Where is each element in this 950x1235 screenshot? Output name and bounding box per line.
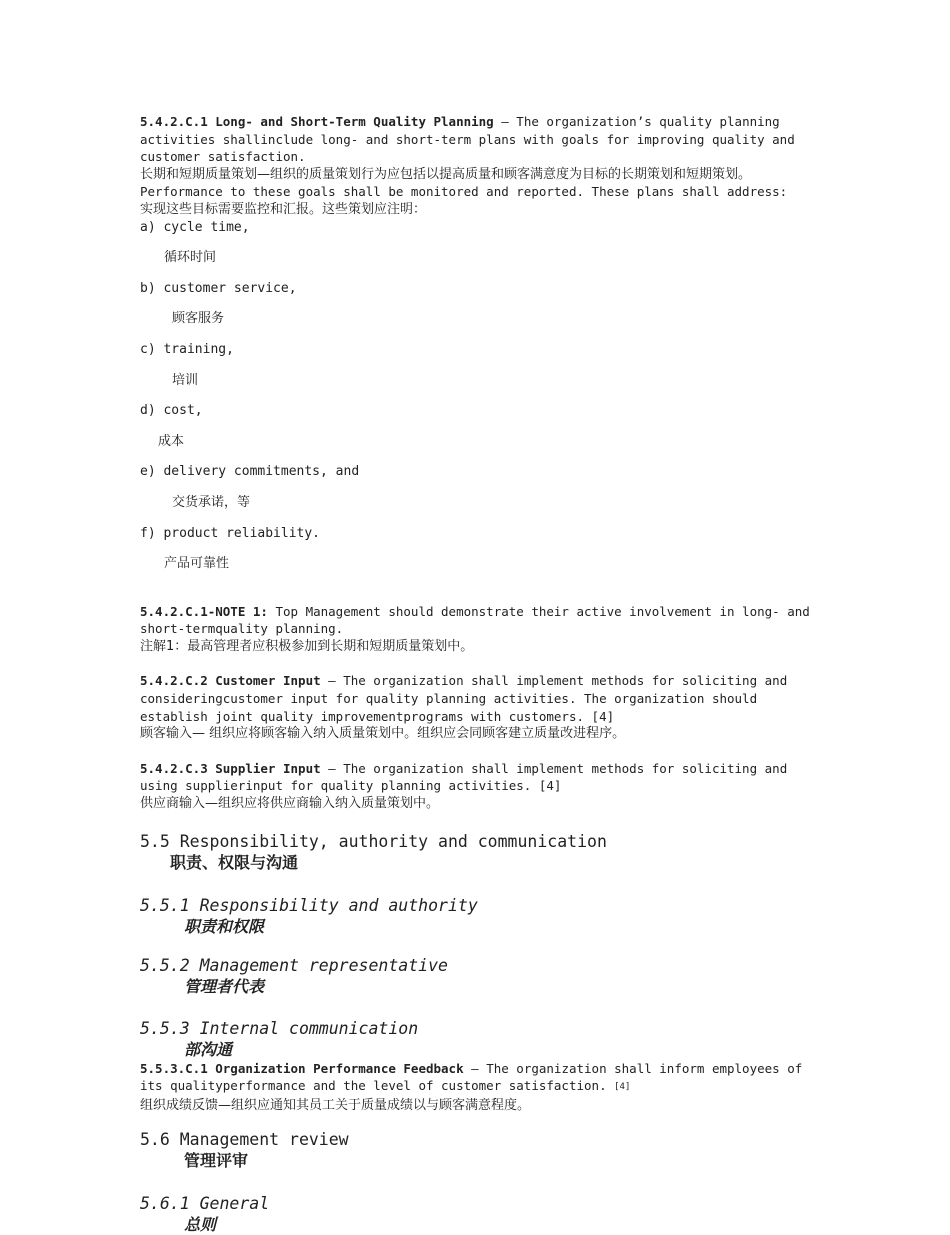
heading-5-5-1: 5.5.1 Responsibility and authority bbox=[140, 895, 478, 915]
section-5422c1 bbox=[140, 113, 820, 166]
note-1 bbox=[140, 603, 820, 638]
section-heading: 5.4.2.C.3 Supplier Input bbox=[140, 760, 321, 776]
heading-5-5-3: 5.5.3 Internal communication bbox=[140, 1018, 419, 1038]
heading-5-6: 5.6 Management review bbox=[140, 1130, 349, 1150]
list-item-zh: 循环时间 bbox=[164, 250, 217, 266]
section-body: The organization shall implement methods for soliciting and consideringcustomer input for quality planning activities. The organization should establish joint quality improvementprograms with customers. [4] bbox=[140, 673, 795, 724]
section-body-zh: 组织成绩反馈—组织应通知其员工关于质量成绩以与顾客满意程度。 bbox=[140, 1097, 531, 1113]
list-item-zh: 顾客服务 bbox=[172, 311, 225, 327]
list-item-zh: 成本 bbox=[158, 433, 185, 449]
heading-5-5-3-zh: 部沟通 bbox=[184, 1039, 233, 1059]
heading-5-6-zh: 管理评审 bbox=[184, 1151, 249, 1171]
section-body: The organization’s quality planning activities shallinclude long- and short-term plans with goals for improving quality and customer satisfaction. bbox=[140, 114, 803, 165]
note-heading: 5.4.2.C.1-NOTE 1: bbox=[140, 603, 268, 619]
list-item: c) training, bbox=[140, 341, 234, 357]
dash: – bbox=[463, 1060, 487, 1076]
section-body-zh: 长期和短期质量策划—组织的质量策划行为应包括以提高质量和顾客满意度为目标的长期策划和短期策划。 bbox=[140, 166, 752, 182]
section-553c1 bbox=[140, 1060, 820, 1097]
section-body: The organization shall implement methods for soliciting and using supplierinput for quality planning activities. [4] bbox=[140, 760, 795, 794]
section-body: The organization shall inform employees of its qualityperformance and the level of customer satisfaction. bbox=[140, 1060, 810, 1094]
heading-5-6-1: 5.6.1 General bbox=[140, 1194, 270, 1214]
list-item: f) product reliability. bbox=[140, 525, 321, 541]
section-heading: 5.4.2.C.1 Long- and Short-Term Quality Planning bbox=[140, 114, 494, 129]
list-item: b) customer service, bbox=[140, 280, 297, 296]
section-5422c3 bbox=[140, 760, 820, 795]
section-heading: 5.4.2.C.2 Customer Input bbox=[140, 673, 321, 689]
section-body-zh: 顾客输入— 组织应将顾客输入纳入质量策划中。组织应会同顾客建立质量改进程序。 bbox=[140, 726, 626, 742]
list-item: e) delivery commitments, and bbox=[140, 464, 360, 480]
section-5422c2 bbox=[140, 672, 820, 725]
performance-text: Performance to these goals shall be monitored and reported. These plans shall address: bbox=[140, 184, 788, 200]
dash: – bbox=[320, 673, 344, 689]
list-item-zh: 交货承诺，等 bbox=[172, 494, 251, 510]
note-1-zh: 注解1：最高管理者应积极参加到长期和短期质量策划中。 bbox=[140, 638, 474, 654]
heading-5-5-2-zh: 管理者代表 bbox=[184, 976, 265, 996]
section-body-zh: 供应商输入—组织应将供应商输入纳入质量策划中。 bbox=[140, 796, 440, 812]
heading-5-5: 5.5 Responsibility, authority and communication bbox=[140, 831, 607, 851]
list-item-zh: 产品可靠性 bbox=[164, 556, 230, 572]
document-page bbox=[140, 113, 820, 1235]
heading-5-5-zh: 职责、权限与沟通 bbox=[170, 852, 299, 872]
reference-mark: [4] bbox=[614, 1082, 631, 1093]
heading-5-5-2: 5.5.2 Management representative bbox=[140, 955, 448, 975]
note-body: Top Management should demonstrate their active involvement in long- and short-termquality planning. bbox=[140, 603, 818, 637]
list-item: a) cycle time, bbox=[140, 219, 250, 235]
dash: – bbox=[320, 760, 344, 776]
heading-5-6-1-zh: 总则 bbox=[184, 1215, 217, 1235]
section-heading: 5.5.3.C.1 Organization Performance Feedback bbox=[140, 1060, 464, 1076]
dash: – bbox=[493, 114, 517, 129]
heading-5-5-1-zh: 职责和权限 bbox=[184, 916, 265, 936]
list-item-zh: 培训 bbox=[172, 372, 199, 388]
list-item: d) cost, bbox=[140, 403, 203, 419]
performance-text-zh: 实现这些目标需要监控和汇报。这些策划应注明： bbox=[140, 201, 427, 217]
address-list bbox=[140, 219, 820, 573]
